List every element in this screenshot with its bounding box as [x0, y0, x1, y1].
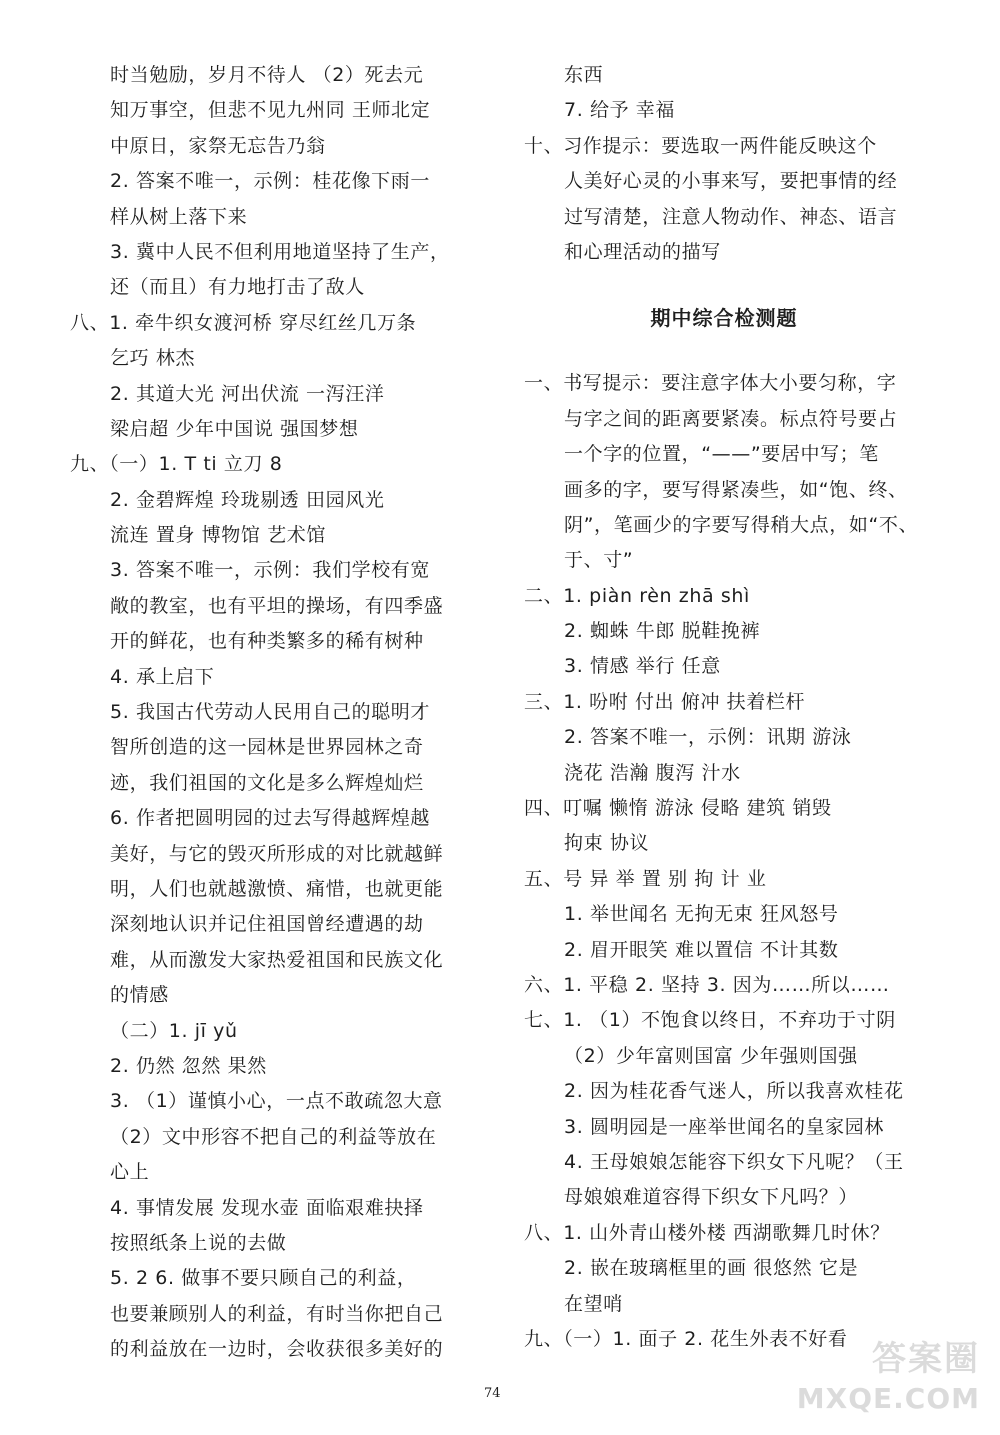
left-column — [70, 58, 470, 1367]
answer-line: 样从树上落下来 — [110, 205, 248, 228]
answer-line: 2. 其道大光 河出伏流 一泻汪洋 — [110, 382, 385, 405]
answer-line: 6. 作者把圆明园的过去写得越辉煌越 — [110, 807, 430, 830]
answer-line: 画多的字，要写得紧凑些，如“饱、终、 — [564, 478, 908, 501]
answer-line: 浇花 浩瀚 腹泻 汁水 — [564, 761, 741, 784]
answer-line: 深刻地认识并记住祖国曾经遭遇的劫 — [110, 913, 424, 936]
answer-line: 3. 情感 举行 任意 — [564, 655, 721, 678]
answer-line: 2. 因为桂花香气迷人，所以我喜欢桂花 — [564, 1080, 904, 1103]
answer-line: 美好，与它的毁灭所形成的对比就越鲜 — [110, 842, 444, 865]
answer-line: 敞的教室，也有平坦的操场，有四季盛 — [110, 594, 444, 617]
answer-line: 拘束 协议 — [564, 832, 650, 855]
answer-line: 智所创造的这一园林是世界园林之奇 — [110, 736, 424, 759]
answer-line: 按照纸条上说的去做 — [110, 1231, 287, 1254]
page-number: 74 — [484, 1386, 501, 1401]
answer-line: 的情感 — [110, 984, 169, 1007]
answer-line: 母娘娘难道容得下织女下凡吗？） — [564, 1186, 859, 1209]
answer-line: 也要兼顾别人的利益，有时当你把自己 — [110, 1302, 444, 1325]
answer-line: 与字之间的距离要紧凑。标点符号要占 — [564, 407, 898, 430]
answer-line: 4. 事情发展 发现水壶 面临艰难抉择 — [110, 1196, 424, 1219]
answer-line: 3. 圆明园是一座举世闻名的皇家园林 — [564, 1115, 884, 1138]
answer-line: （2）少年富则国富 少年强则国强 — [564, 1044, 858, 1067]
answer-line: 四、叮嘱 懒惰 游泳 侵略 建筑 销毁 — [524, 797, 832, 820]
section-title: 期中综合检测题 — [650, 306, 798, 331]
answer-line: 五、号 异 举 置 别 拘 计 业 — [524, 867, 767, 890]
answer-line: 5. 我国古代劳动人民用自己的聪明才 — [110, 701, 430, 724]
answer-line: 心上 — [110, 1161, 150, 1184]
answer-line: 还（而且）有力地打击了敌人 — [110, 276, 365, 299]
answer-line: 八、1. 山外青山楼外楼 西湖歌舞几时休？ — [524, 1221, 890, 1244]
answer-line: 迹，我们祖国的文化是多么辉煌灿烂 — [110, 771, 424, 794]
answer-line: 知万事空，但悲不见九州同 王师北定 — [110, 99, 431, 122]
answer-line: 六、1. 平稳 2. 坚持 3. 因为……所以…… — [524, 973, 890, 996]
answer-line: 人美好心灵的小事来写，要把事情的经 — [564, 170, 898, 193]
answer-line: 1. 举世闻名 无拘无束 狂风怒号 — [564, 903, 839, 926]
answer-line: 七、1. （1）不饱食以终日，不弃功于寸阴 — [524, 1009, 896, 1032]
answer-line: 的利益放在一边时，会收获很多美好的 — [110, 1338, 444, 1361]
answer-line: 十、习作提示：要选取一两件能反映这个 — [524, 134, 877, 157]
answer-line: 梁启超 少年中国说 强国梦想 — [110, 417, 359, 440]
answer-line: 三、1. 吩咐 付出 俯冲 扶着栏杆 — [524, 690, 806, 713]
answer-line: 一、书写提示：要注意字体大小要匀称，字 — [524, 372, 897, 395]
answer-line: 3. （1）谨慎小心，一点不敢疏忽大意 — [110, 1090, 443, 1113]
answer-line: 一个字的位置，“——”要居中写；笔 — [564, 443, 879, 466]
answer-line: 八、1. 牵牛织女渡河桥 穿尽红丝几万条 — [70, 311, 417, 334]
answer-line: 二、1. piàn rèn zhā shì — [524, 584, 750, 607]
watermark-bottom: MXQE.COM — [796, 1382, 980, 1415]
answer-line: 2. 金碧辉煌 玲珑剔透 田园风光 — [110, 488, 385, 511]
answer-line: 3. 冀中人民不但利用地道坚持了生产， — [110, 240, 450, 263]
answer-line: 2. 眉开眼笑 难以置信 不计其数 — [564, 938, 839, 961]
answer-line: 难，从而激发大家热爱祖国和民族文化 — [110, 948, 444, 971]
answer-line: 7. 给予 幸福 — [564, 99, 676, 122]
right-column-bottom — [524, 366, 924, 1357]
answer-line: （二）1. jī yǔ — [110, 1019, 238, 1042]
answer-line: 3. 答案不唯一，示例：我们学校有宽 — [110, 559, 430, 582]
answer-line: 2. 蜘蛛 牛郎 脱鞋挽裤 — [564, 620, 761, 643]
answer-line: 2. 答案不唯一，示例：桂花像下雨一 — [110, 170, 430, 193]
answer-line: 4. 承上启下 — [110, 665, 215, 688]
answer-line: 乞巧 林杰 — [110, 347, 196, 370]
answer-line: 2. 答案不唯一，示例：讯期 游泳 — [564, 726, 852, 749]
answer-line: 于、寸” — [564, 549, 634, 572]
answer-line: 明，人们也就越激愤、痛惜，也就更能 — [110, 877, 444, 900]
answer-line: 流连 置身 博物馆 艺术馆 — [110, 524, 326, 547]
answer-line: 过写清楚，注意人物动作、神态、语言 — [564, 205, 898, 228]
answer-line: 时当勉励，岁月不待人 （2）死去元 — [110, 64, 424, 86]
answer-line: 九、（一）1. T ti 立刀 8 — [70, 453, 283, 476]
answer-line: 2. 仍然 忽然 果然 — [110, 1054, 267, 1077]
answer-line: 在望哨 — [564, 1292, 623, 1315]
answer-line: 阴”，笔画少的字要写得稍大点，如“不、 — [564, 513, 919, 536]
answer-line: 4. 王母娘娘怎能容下织女下凡呢？（王 — [564, 1150, 904, 1173]
answer-line: 2. 嵌在玻璃框里的画 很悠然 它是 — [564, 1257, 859, 1280]
answer-line: 东西 — [564, 64, 604, 86]
watermark-top: 答案圈 — [872, 1339, 980, 1379]
answer-line: 开的鲜花，也有种类繁多的稀有树种 — [110, 630, 424, 653]
right-column-top — [524, 58, 924, 270]
answer-line: 中原日，家祭无忘告乃翁 — [110, 134, 326, 157]
answer-line: 和心理活动的描写 — [564, 240, 721, 263]
right-column — [524, 58, 924, 1357]
watermark-logo — [790, 1337, 980, 1429]
answer-line: （2）文中形容不把自己的利益等放在 — [110, 1125, 437, 1148]
answer-line: 九、（一）1. 面子 2. 花生外表不好看 — [524, 1327, 848, 1350]
answer-line: 5. 2 6. 做事不要只顾自己的利益， — [110, 1267, 417, 1290]
